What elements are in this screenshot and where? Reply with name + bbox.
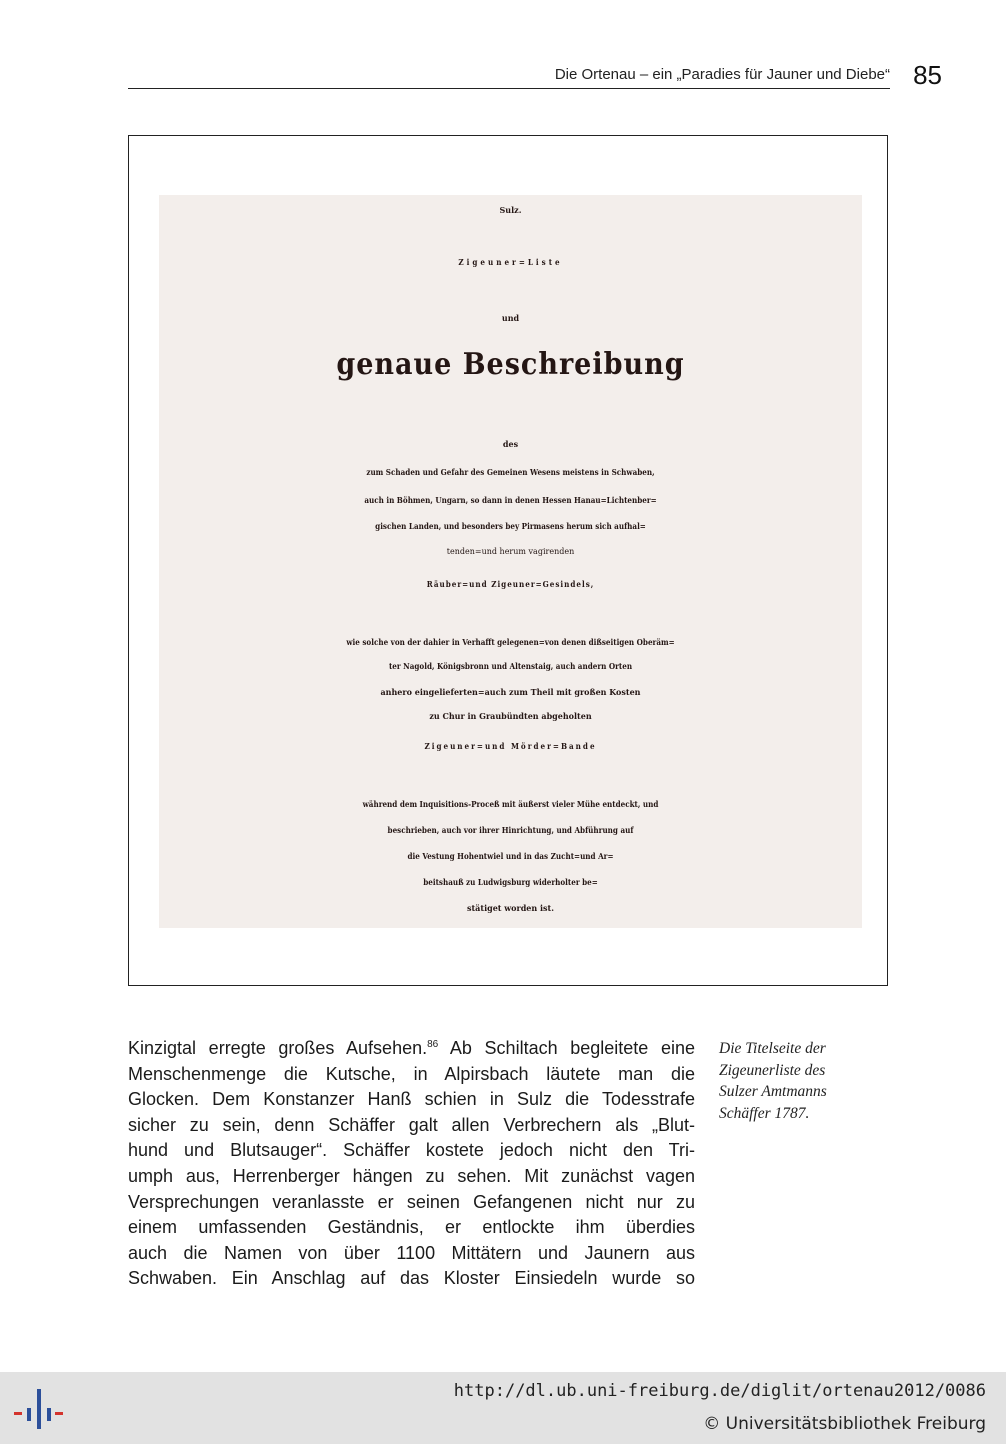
scan-line-12: ter Nagold, Königsbronn und Altenstaig, auch andern Orten bbox=[388, 661, 633, 671]
scan-line-18: die Vestung Hohentwiel und in das Zucht=und Ar= bbox=[407, 851, 614, 861]
scan-line-16: während dem Inquisitions-Proceß mit äußerst vieler Mühe entdeckt, und bbox=[362, 799, 659, 809]
scan-line-7: auch in Böhmen, Ungarn, so dann in denen Hessen Hanau=Lichtenber= bbox=[364, 495, 657, 505]
body-line: Schwaben. Ein Anschlag auf das Kloster Einsiedeln wurde so bbox=[128, 1268, 695, 1289]
footnote-ref[interactable]: 86 bbox=[427, 1039, 439, 1050]
body-text bbox=[128, 1036, 695, 1292]
body-line: hund und Blutsauger“. Schäffer kostete jedoch nicht den Tri- bbox=[128, 1140, 695, 1161]
caption-line: Schäffer 1787. bbox=[719, 1104, 810, 1122]
body-line: einem umfassenden Geständnis, er entlockte ihm überdies bbox=[128, 1217, 695, 1238]
scan-line-6: zum Schaden und Gefahr des Gemeinen Wesens meistens in Schwaben, bbox=[366, 467, 655, 477]
page-number: 85 bbox=[913, 60, 942, 90]
caption-line: Zigeunerliste des bbox=[719, 1061, 826, 1079]
caption-line: Sulzer Amtmanns bbox=[719, 1083, 827, 1100]
figure-caption bbox=[719, 1038, 879, 1124]
body-line: Glocken. Dem Konstanzer Hanß schien in Sulz die Todesstrafe bbox=[128, 1089, 695, 1110]
scan-line-place: Sulz. bbox=[499, 205, 522, 215]
scan-line-title: Zigeuner=Liste bbox=[458, 257, 563, 267]
footer-bar bbox=[0, 1372, 1006, 1444]
scan-line-8: gischen Landen, und besonders bey Pirmasens herum sich aufhal= bbox=[375, 521, 646, 531]
permalink-url[interactable]: http://dl.ub.uni-freiburg.de/diglit/ortenau2012/0086 bbox=[453, 1381, 986, 1401]
body-line: sicher zu sein, denn Schäffer galt allen Verbrechern als „Blut- bbox=[128, 1114, 695, 1135]
scan-line-20: stätiget worden ist. bbox=[466, 903, 555, 913]
body-line: Versprechungen veranlasste er seinen Gefangenen nicht nur zu bbox=[128, 1191, 695, 1212]
scan-line-11: wie solche von der dahier in Verhafft gelegenen=von denen dißseitigen Oberäm= bbox=[346, 637, 675, 647]
scan-line-19: beitshauß zu Ludwigsburg widerholter be= bbox=[423, 877, 598, 887]
copyright-notice: © Universitätsbibliothek Freiburg bbox=[703, 1414, 986, 1434]
scan-line-main-title: genaue Beschreibung bbox=[336, 347, 685, 382]
scan-line-14: zu Chur in Graubündten abgeholten bbox=[429, 711, 592, 721]
caption-line: Die Titelseite der bbox=[719, 1040, 826, 1057]
figure-frame bbox=[128, 135, 888, 986]
scan-line-und: und bbox=[501, 313, 520, 323]
scan-line-15: Zigeuner=und Mörder=Bande bbox=[424, 741, 597, 751]
title-page-scan bbox=[159, 195, 862, 928]
scan-line-9: tenden=und herum vagirenden bbox=[446, 547, 575, 556]
body-line: Menschenmenge die Kutsche, in Alpirsbach läutete man die bbox=[128, 1063, 695, 1084]
body-line: Kinzigtal erregte großes Aufsehen.$^{86}$ Ab Schiltach begleitete eine bbox=[128, 1038, 695, 1058]
header-rule bbox=[128, 88, 890, 89]
body-line: auch die Namen von über 1100 Mittätern und Jaunern aus bbox=[128, 1242, 695, 1263]
body-line: umph aus, Herrenberger hängen zu sehen. Mit zunächst vagen bbox=[128, 1165, 695, 1186]
scan-line-10: Räuber=und Zigeuner=Gesindels, bbox=[426, 579, 595, 589]
running-title: Die Ortenau – ein „Paradies für Jauner und Diebe“ bbox=[554, 66, 890, 83]
scan-line-13: anhero eingelieferten=auch zum Theil mit großen Kosten bbox=[380, 687, 641, 697]
scan-line-des: des bbox=[502, 439, 519, 449]
scan-line-17: beschrieben, auch vor ihrer Hinrichtung, und Abführung auf bbox=[387, 825, 634, 835]
ub-freiburg-logo-icon[interactable] bbox=[14, 1386, 64, 1432]
running-header bbox=[128, 60, 942, 90]
